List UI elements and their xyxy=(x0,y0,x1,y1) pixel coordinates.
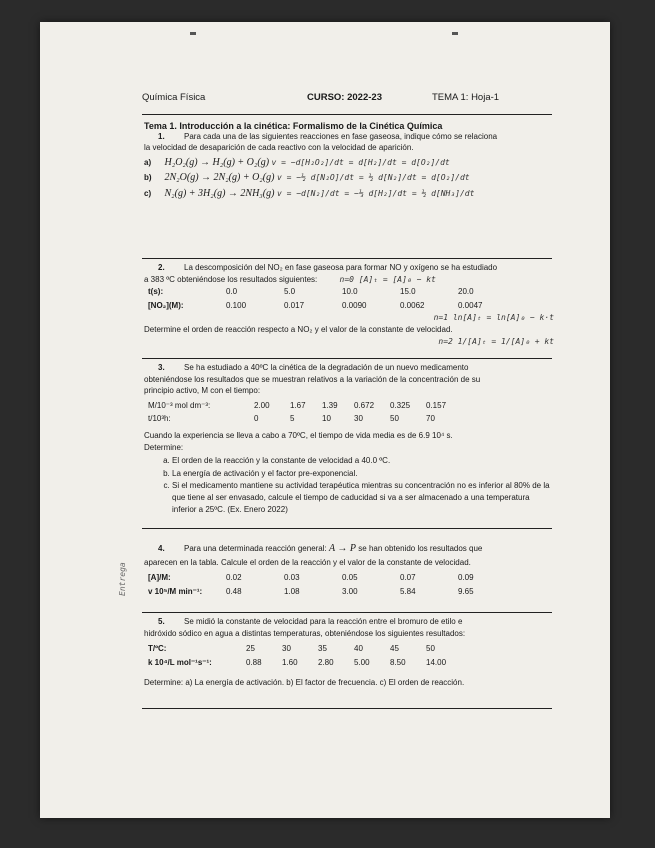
page-mark xyxy=(452,32,458,35)
header-rule xyxy=(142,114,552,115)
sheet-label: TEMA 1: Hoja-1 xyxy=(432,92,500,103)
table-cell: 25 xyxy=(246,644,255,654)
table-cell: 0 xyxy=(254,414,259,424)
problem-3 xyxy=(144,362,554,516)
problem-text: principio activo, M con el tiempo: xyxy=(144,386,261,396)
table-cell: 15.0 xyxy=(400,287,416,297)
problem-text: Determine: xyxy=(144,442,184,452)
problem-number: 3. xyxy=(158,363,165,372)
table-cell: 8.50 xyxy=(390,657,406,667)
sub-question-list xyxy=(144,455,554,515)
problem-text: se han obtenido los resultados que xyxy=(358,544,483,553)
list-item: a. El orden de la reacción y la constante de velocidad a 40.0 ºC. xyxy=(172,455,554,467)
data-table xyxy=(144,571,502,598)
section-rule xyxy=(142,612,552,613)
table-row xyxy=(144,585,502,599)
problem-text: Se ha estudiado a 40ºC la cinética de la degradación de un nuevo medicamento xyxy=(184,363,469,372)
table-row xyxy=(144,299,502,313)
table-cell: 9.65 xyxy=(458,586,474,596)
handwritten-note: v = −d[H₂O₂]/dt = d[H₂]/dt = d[O₂]/dt xyxy=(271,157,450,167)
problem-number: 4. xyxy=(158,544,165,553)
table-cell: 0.48 xyxy=(226,586,242,596)
problem-5 xyxy=(144,616,554,689)
table-cell: 1.67 xyxy=(290,400,306,410)
handwritten-note: v = −½ d[N₂O]/dt = ½ d[N₂]/dt = d[O₂]/dt xyxy=(276,173,470,183)
equation-row xyxy=(144,156,554,170)
table-cell: 0.100 xyxy=(226,300,247,310)
list-item: b. La energía de activación y el factor pre-exponencial. xyxy=(172,468,554,480)
table-cell: 0.017 xyxy=(284,300,305,310)
section-rule xyxy=(142,358,552,359)
table-cell: 5.0 xyxy=(284,287,296,297)
table-cell: 50 xyxy=(426,644,435,654)
row-label: [NO₂](M): xyxy=(148,300,184,310)
table-cell: 5.84 xyxy=(400,586,416,596)
equation-label: c) xyxy=(144,188,152,198)
table-cell: 0.0047 xyxy=(458,300,483,310)
table-cell: 0.88 xyxy=(246,657,262,667)
table-row xyxy=(144,656,462,670)
problem-text: La descomposición del NO₂ en fase gaseosa para formar NO y oxígeno se ha estudiado xyxy=(184,263,498,272)
equation-label: a) xyxy=(144,157,152,167)
handwritten-side-note: Entrega xyxy=(118,562,127,596)
problem-number: 1. xyxy=(158,132,165,142)
table-cell: 2.00 xyxy=(254,400,270,410)
table-cell: 0.02 xyxy=(226,573,242,583)
problem-text: Se midió la constante de velocidad para la reacción entre el bromuro de etilo e xyxy=(184,617,463,626)
row-label: M/10⁻³ mol dm⁻³: xyxy=(148,400,211,410)
table-cell: 3.00 xyxy=(342,586,358,596)
table-cell: 30 xyxy=(354,414,363,424)
table-cell: 0.03 xyxy=(284,573,300,583)
list-item: c. Si el medicamento mantiene su actividad terapéutica mientras su concentración no es inferior al 80% de la que tiene al ser envasado, calcule el tiempo de caducidad si va a ser almacenado a una temperatura inferior a 25ºC. (Ex. Enero 2022) xyxy=(172,480,554,515)
table-cell: 30 xyxy=(282,644,291,654)
table-row xyxy=(144,412,458,426)
equation: H₂O₂(g) → H₂(g) + O₂(g) xyxy=(164,156,270,168)
handwritten-note: n=0 [A]ₜ = [A]₀ − kt xyxy=(339,274,436,284)
table-cell: 0.07 xyxy=(400,573,416,583)
row-label: v 10⁵/M min⁻¹: xyxy=(148,586,203,596)
page-mark xyxy=(190,32,196,35)
row-label: t(s): xyxy=(148,287,164,297)
problem-text: Determine: a) La energía de activación. b) El factor de frecuencia. c) El orden de reacción. xyxy=(144,678,465,688)
table-cell: 0.672 xyxy=(354,400,375,410)
problem-1 xyxy=(144,120,554,202)
problem-2 xyxy=(144,262,554,347)
table-cell: 14.00 xyxy=(426,657,447,667)
problem-text: hidróxido sódico en agua a distintas temperaturas, obteniéndose los siguientes resultados: xyxy=(144,628,466,638)
section-rule xyxy=(142,258,552,259)
table-row xyxy=(144,571,502,585)
table-row xyxy=(144,642,462,656)
row-label: t/10³h: xyxy=(148,414,171,424)
problem-4 xyxy=(144,542,554,598)
table-row xyxy=(144,285,502,299)
row-label: [A]/M: xyxy=(148,573,171,583)
document-page xyxy=(40,22,610,818)
table-cell: 1.39 xyxy=(322,400,338,410)
section-rule xyxy=(142,528,552,529)
table-cell: 35 xyxy=(318,644,327,654)
problem-text: Determine el orden de reacción respecto a NO₂ y el valor de la constante de velocidad. xyxy=(144,324,453,334)
table-cell: 1.08 xyxy=(284,586,300,596)
table-cell: 0.157 xyxy=(426,400,447,410)
table-cell: 45 xyxy=(390,644,399,654)
table-row xyxy=(144,399,458,413)
tema-title: Tema 1. Introducción a la cinética: Formalismo de la Cinética Química xyxy=(144,121,443,131)
table-cell: 0.09 xyxy=(458,573,474,583)
problem-text: a 383 ºC obteniéndose los resultados siguientes: xyxy=(144,274,318,284)
table-cell: 0.0090 xyxy=(342,300,367,310)
data-table xyxy=(144,642,462,669)
table-cell: 0.325 xyxy=(390,400,411,410)
row-label: T/ºC: xyxy=(148,644,167,654)
equation-row xyxy=(144,187,554,201)
problem-text: Para una determinada reacción general: xyxy=(184,544,327,553)
table-cell: 1.60 xyxy=(282,657,298,667)
row-label: k 10⁴/L mol⁻¹s⁻¹: xyxy=(148,657,212,667)
problem-text: aparecen en la tabla. Calcule el orden de la reacción y el valor de la constante de velocidad. xyxy=(144,557,471,567)
problem-1-intro xyxy=(144,132,554,143)
problem-text: la velocidad de desaparición de cada reactivo con la velocidad de aparición. xyxy=(144,142,414,152)
handwritten-note: n=2 1/[A]ₜ = 1/[A]₀ + kt xyxy=(438,336,554,346)
table-cell: 0.0 xyxy=(226,287,238,297)
table-cell: 20.0 xyxy=(458,287,474,297)
table-cell: 50 xyxy=(390,414,399,424)
handwritten-note: n=1 ln[A]ₜ = ln[A]₀ − k·t xyxy=(433,313,554,323)
equation: A → P xyxy=(329,543,357,554)
equation: N₂(g) + 3H₂(g) → 2NH₃(g) xyxy=(164,187,275,199)
subject-label: Química Física xyxy=(142,92,206,103)
table-cell: 40 xyxy=(354,644,363,654)
problem-text: Cuando la experiencia se lleva a cabo a 70ºC, el tiempo de vida media es de 6.9 10⁴ s. xyxy=(144,430,453,440)
table-cell: 5.00 xyxy=(354,657,370,667)
handwritten-note: v = −d[N₂]/dt = −⅓ d[H₂]/dt = ½ d[NH₃]/dt xyxy=(276,188,475,198)
table-cell: 2.80 xyxy=(318,657,334,667)
data-table xyxy=(144,285,502,312)
table-cell: 70 xyxy=(426,414,435,424)
problem-text: obteniéndose los resultados que se muestran relativos a la variación de la concentración de su xyxy=(144,374,481,384)
equation-label: b) xyxy=(144,173,152,183)
data-table xyxy=(144,399,458,426)
table-cell: 5 xyxy=(290,414,295,424)
table-cell: 10 xyxy=(322,414,331,424)
course-label: CURSO: 2022-23 xyxy=(307,92,382,103)
problem-text: Para cada una de las siguientes reacciones en fase gaseosa, indique cómo se relaciona xyxy=(184,132,498,142)
equation-row xyxy=(144,171,554,185)
section-rule xyxy=(142,708,552,709)
table-cell: 0.0062 xyxy=(400,300,425,310)
problem-number: 5. xyxy=(158,617,165,626)
equation: 2N₂O(g) → 2N₂(g) + O₂(g) xyxy=(164,172,275,184)
problem-number: 2. xyxy=(158,263,165,272)
table-cell: 10.0 xyxy=(342,287,358,297)
table-cell: 0.05 xyxy=(342,573,358,583)
